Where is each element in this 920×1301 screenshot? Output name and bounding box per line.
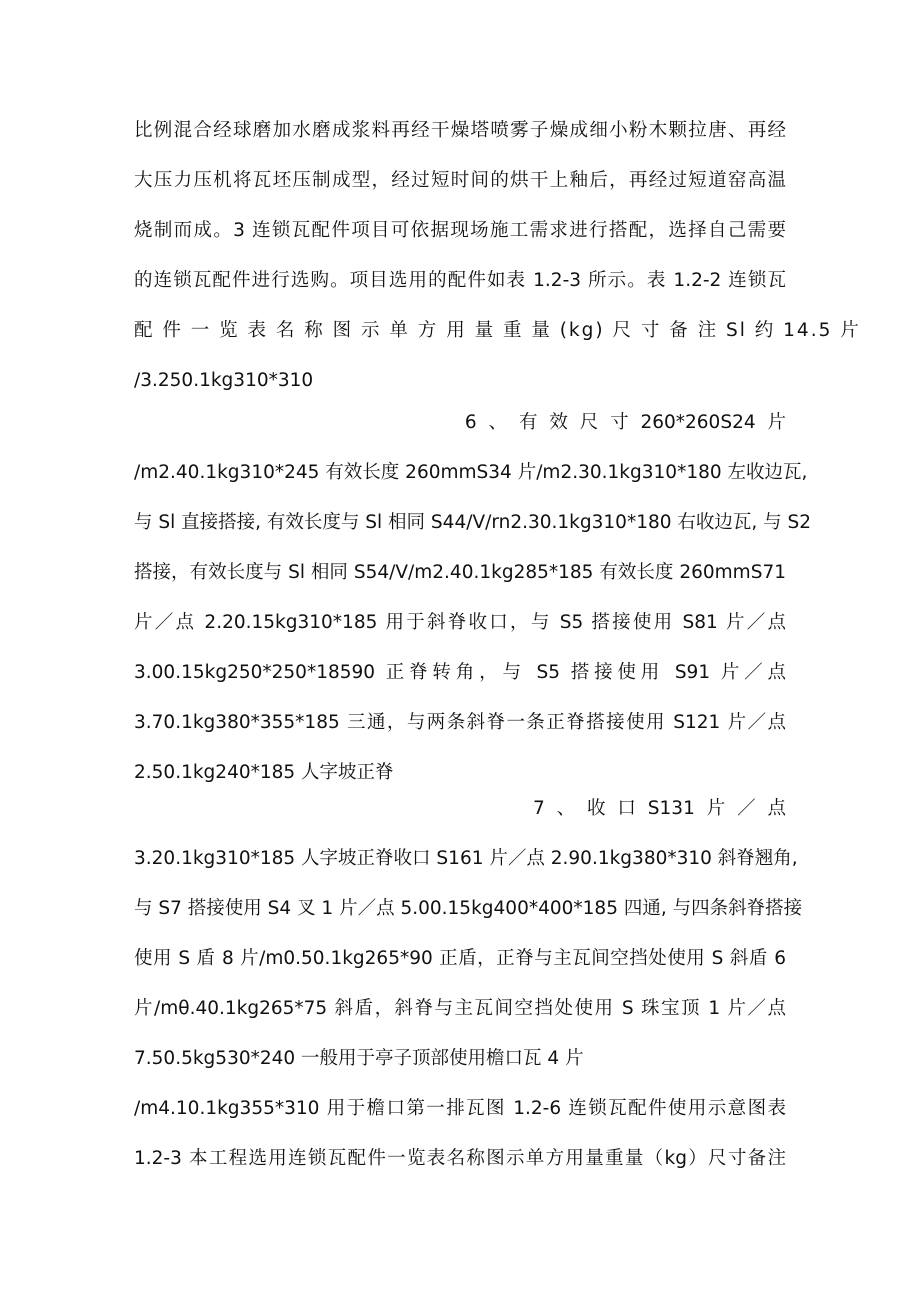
text-line: ∕3.250.1kg310*310 <box>134 370 314 391</box>
text-line: 3.70.1kg380*355*185 三通，与两条斜脊一条正脊搭接使用 S121 片／点 <box>134 712 786 733</box>
text-line: 搭接，有效长度与 Sl 相同 S54∕V∕m2.40.1kg285*185 有效长度 260mmS71 <box>134 562 786 583</box>
text-line: 3.00.15kg250*250*18590 正脊转角，与 S5 搭接使用 S91 片／点 <box>134 662 786 683</box>
text-line: 6 、 有 效 尺 寸 260*260S24 片 <box>464 412 786 433</box>
text-line: 大压力压机将瓦坯压制成型，经过短时间的烘干上釉后，再经过短道窑高温 <box>134 170 786 191</box>
text-line: 1.2-3 本工程选用连锁瓦配件一览表名称图示单方用量重量（kg）尺寸备注 <box>134 1148 786 1169</box>
paragraph-3 <box>134 784 803 1184</box>
paragraph-1 <box>134 106 861 406</box>
paragraph-2 <box>134 398 812 798</box>
text-line: 配 件 一 览 表 名 称 图 示 单 方 用 量 重 量 (kg) 尺 寸 备 注 Sl 约 14.5 片 <box>134 320 861 341</box>
text-line: 的连锁瓦配件进行选购。项目选用的配件如表 1.2-3 所示。表 1.2-2 连锁瓦 <box>134 270 786 291</box>
text-line: 与 S7 搭接使用 S4 叉 1 片／点 5.00.15kg400*400*185 四通, 与四条斜脊搭接 <box>134 898 803 919</box>
text-line: 片／点 2.20.15kg310*185 用于斜脊收口，与 S5 搭接使用 S81 片／点 <box>134 612 786 633</box>
text-line: 与 Sl 直接搭接, 有效长度与 Sl 相同 S44∕V∕rn2.30.1kg310*180 右收边瓦, 与 S2 <box>134 512 812 533</box>
text-line: 比例混合经球磨加水磨成浆料再经干燥塔喷雾子燥成细小粉木颗拉唐、再经 <box>134 120 786 141</box>
text-line: 使用 S 盾 8 片∕m0.50.1kg265*90 正盾，正脊与主瓦间空挡处使用 S 斜盾 6 <box>134 948 786 969</box>
text-line: ∕m2.40.1kg310*245 有效长度 260mmS34 片∕m2.30.1kg310*180 左收边瓦, <box>134 462 808 483</box>
text-line: 2.50.1kg240*185 人字坡正脊 <box>134 762 394 783</box>
text-line: ∕m4.10.1kg355*310 用于檐口第一排瓦图 1.2-6 连锁瓦配件使用示意图表 <box>134 1098 786 1119</box>
text-line: 烧制而成。3 连锁瓦配件项目可依据现场施工需求进行搭配，选择自己需要 <box>134 220 786 241</box>
text-line: 3.20.1kg310*185 人字坡正脊收口 S161 片／点 2.90.1kg380*310 斜脊翘角, <box>134 848 798 869</box>
text-line: 片∕mθ.40.1kg265*75 斜盾，斜脊与主瓦间空挡处使用 S 珠宝顶 1 片／点 <box>134 998 786 1019</box>
text-line: 7 、 收 口 S131 片 ／ 点 <box>533 798 786 819</box>
text-line: 7.50.5kg530*240 一般用于亭子顶部使用檐口瓦 4 片 <box>134 1048 584 1069</box>
